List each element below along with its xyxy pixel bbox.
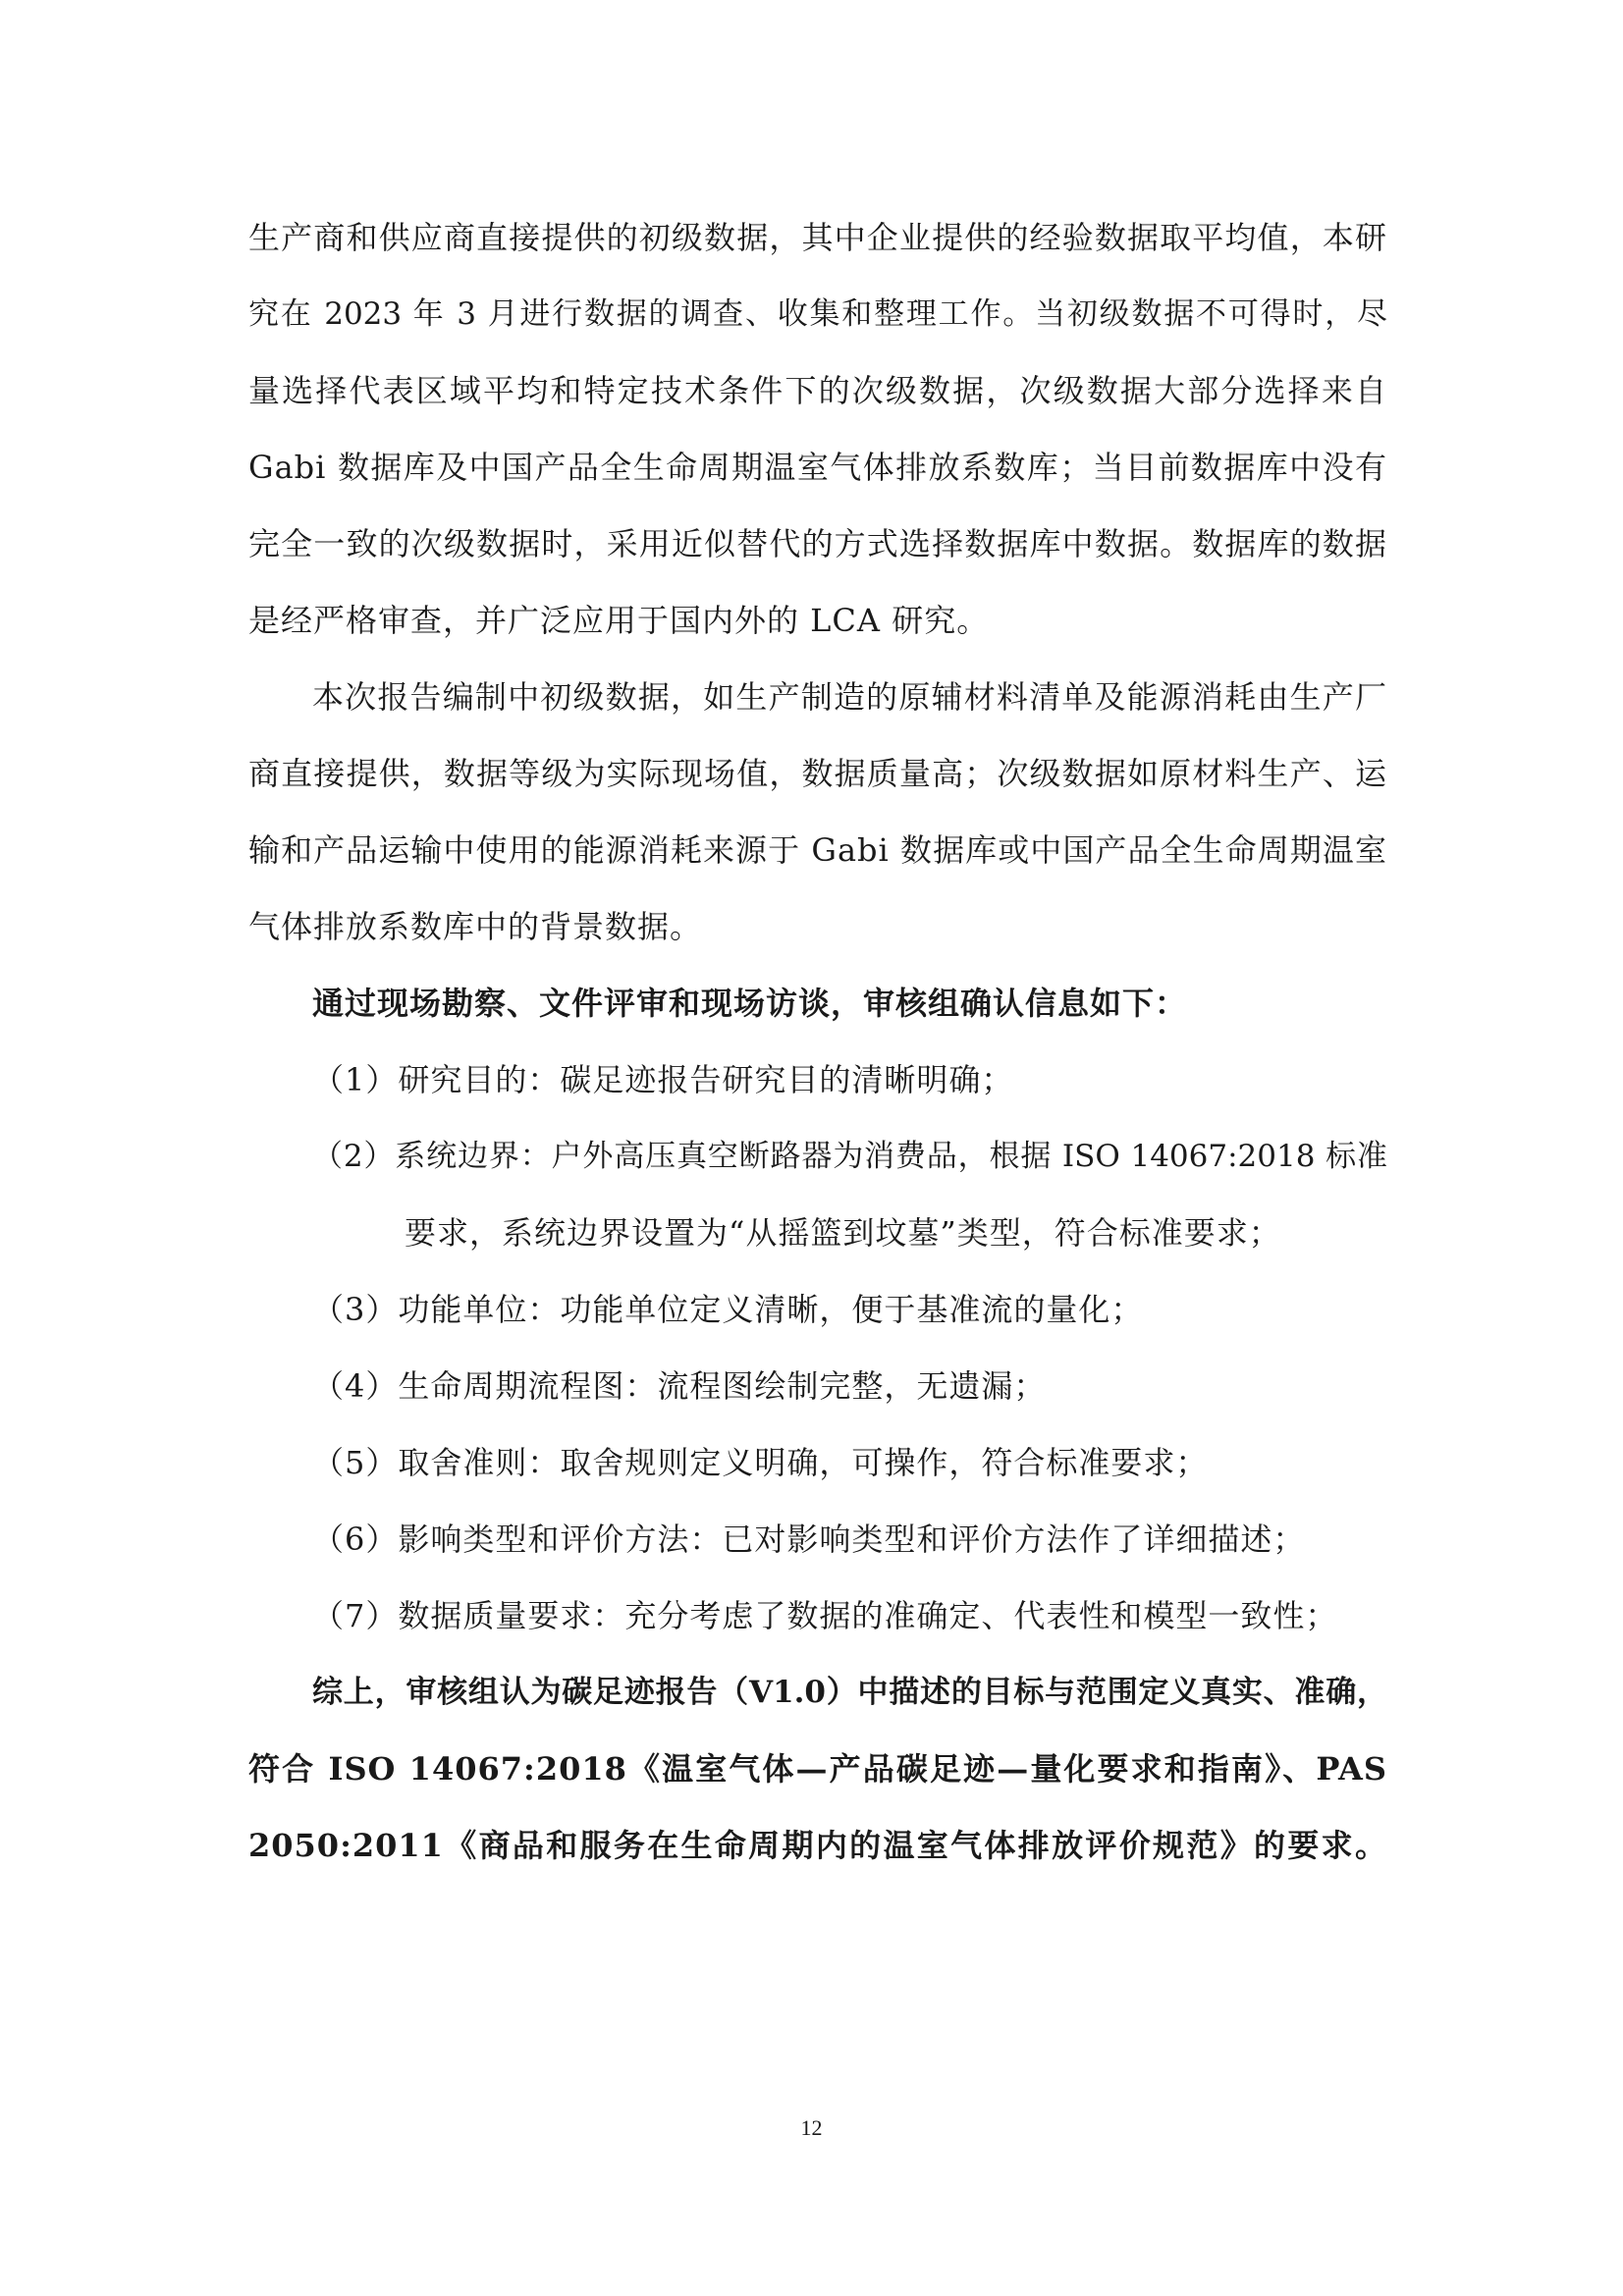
confirm-heading: 通过现场勘察、文件评审和现场访谈，审核组确认信息如下： (312, 985, 1188, 1022)
conclusion-line-2: 符合 ISO 14067:2018《温室气体—产品碳足迹—量化要求和指南》、PAS (248, 1750, 1387, 1788)
conclusion-line-3: 2050:2011《商品和服务在生命周期内的温室气体排放评价规范》的要求。 (248, 1827, 1387, 1864)
paragraph-1-line-3: 量选择代表区域平均和特定技术条件下的次级数据，次级数据大部分选择来自 (248, 372, 1387, 409)
paragraph-1-line-2: 究在 2023 年 3 月进行数据的调查、收集和整理工作。当初级数据不可得时，尽 (248, 296, 1387, 332)
paragraph-1-line-1: 生产商和供应商直接提供的初级数据，其中企业提供的经验数据取平均值，本研 (248, 219, 1387, 256)
list-item-3: （3）功能单位：功能单位定义清晰，便于基准流的量化； (312, 1291, 1144, 1328)
list-item-2-continued: 要求，系统边界设置为“从摇篮到坟墓”类型，符合标准要求； (405, 1214, 1281, 1252)
paragraph-1-line-6: 是经严格审查，并广泛应用于国内外的 LCA 研究。 (248, 602, 990, 639)
paragraph-2-line-1: 本次报告编制中初级数据，如生产制造的原辅材料清单及能源消耗由生产厂 (312, 678, 1387, 716)
list-item-2: （2）系统边界：户外高压真空断路器为消费品，根据 ISO 14067:2018 标准 (312, 1139, 1387, 1174)
list-item-5: （5）取舍准则：取舍规则定义明确，可操作，符合标准要求； (312, 1444, 1209, 1481)
list-item-4: （4）生命周期流程图：流程图绘制完整，无遗漏； (312, 1367, 1047, 1405)
paragraph-1-line-4: Gabi 数据库及中国产品全生命周期温室气体排放系数库；当目前数据库中没有 (248, 449, 1387, 486)
paragraph-2-line-2: 商直接提供，数据等级为实际现场值，数据质量高；次级数据如原材料生产、运 (248, 755, 1387, 792)
list-item-6: （6）影响类型和评价方法：已对影响类型和评价方法作了详细描述； (312, 1521, 1306, 1558)
paragraph-2-line-3: 输和产品运输中使用的能源消耗来源于 Gabi 数据库或中国产品全生命周期温室 (248, 831, 1387, 869)
paragraph-2-line-4: 气体排放系数库中的背景数据。 (248, 908, 703, 945)
list-item-7: （7）数据质量要求：充分考虑了数据的准确定、代表性和模型一致性； (312, 1597, 1338, 1634)
conclusion-line-1: 综上，审核组认为碳足迹报告（V1.0）中描述的目标与范围定义真实、准确， (312, 1675, 1387, 1710)
paragraph-1-line-5: 完全一致的次级数据时，采用近似替代的方式选择数据库中数据。数据库的数据 (248, 525, 1387, 562)
list-item-1: （1）研究目的：碳足迹报告研究目的清晰明确； (312, 1061, 1014, 1098)
page-number: 12 (800, 2115, 823, 2140)
